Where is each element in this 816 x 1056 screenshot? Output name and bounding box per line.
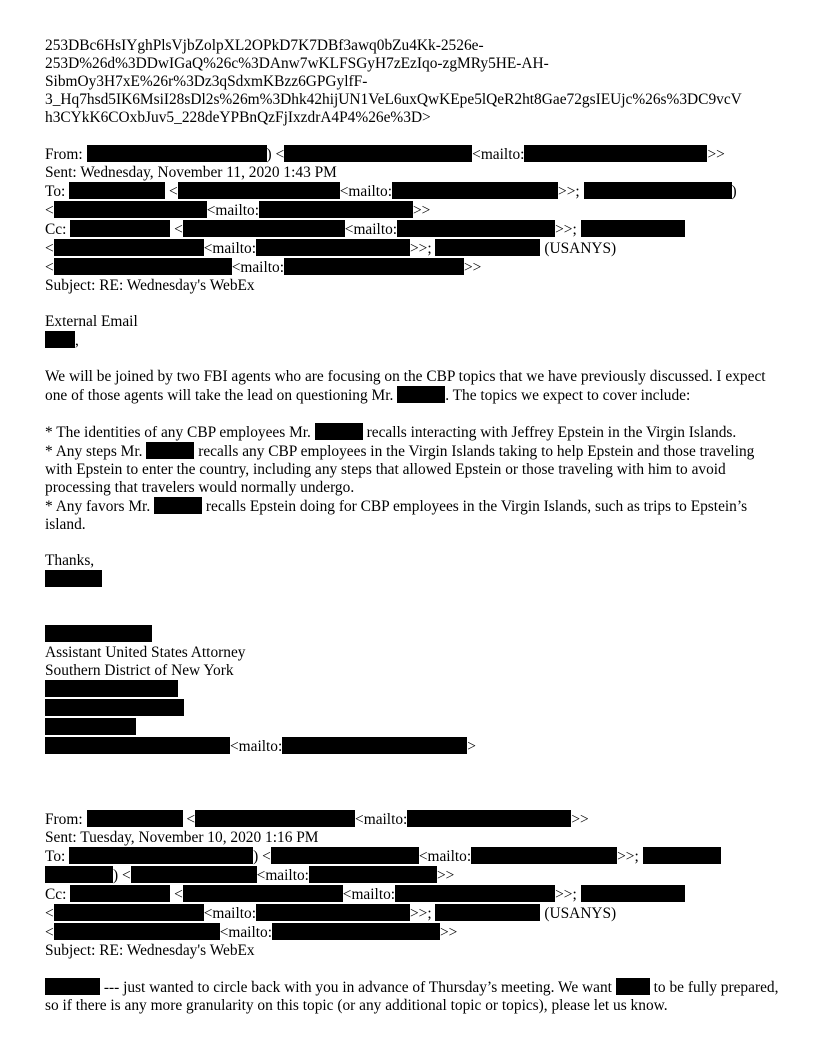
redaction — [584, 182, 732, 199]
redaction — [54, 258, 232, 275]
redaction — [259, 201, 413, 218]
closing: Thanks, — [45, 552, 95, 569]
redaction — [69, 847, 253, 864]
redaction — [271, 847, 419, 864]
redaction — [54, 201, 207, 218]
cc-line-cont-2: < <mailto: >> — [45, 924, 458, 941]
redaction — [45, 699, 184, 716]
redaction — [616, 978, 650, 995]
redaction — [45, 978, 100, 995]
from-line: From: < <mailto: >> — [45, 811, 589, 828]
email-2-header — [45, 810, 780, 960]
to-line: To: ) < <mailto: >>; — [45, 847, 780, 866]
redaction — [309, 866, 437, 883]
url-line-2: 253D%26d%3DDwIGaQ%26c%3DAnw7wKLFSGyH7zEzIqo-zgMRy5HE-AH- — [45, 55, 549, 72]
to-line-cont: ) < <mailto: >> — [45, 866, 780, 885]
url-line-1: 253DBc6HsIYghPlsVjbZolpXL2OPkD7K7DBf3awq0bZu4Kk-2526e- — [45, 37, 484, 54]
redaction — [315, 423, 363, 440]
cc-line-cont: < <mailto: >>; (USANYS) — [45, 240, 617, 257]
external-email-tag: External Email — [45, 313, 138, 330]
redaction — [70, 885, 170, 902]
redaction — [395, 885, 555, 902]
url-line-3: SibmOy3H7xE%26r%3Dz3qSdxmKBzz6GPGylfF- — [45, 73, 368, 90]
redaction — [54, 904, 204, 921]
cc-line: Cc: < <mailto: >>; — [45, 885, 780, 904]
redaction — [581, 885, 685, 902]
to-line-cont: < <mailto: >> — [45, 202, 431, 219]
redaction — [392, 182, 558, 199]
redaction — [45, 570, 102, 587]
subject-line: Subject: RE: Wednesday's WebEx — [45, 277, 255, 294]
redaction — [87, 810, 183, 827]
from-line: From: ) < <mailto: >> — [45, 146, 725, 163]
redaction — [407, 810, 571, 827]
redaction — [256, 904, 410, 921]
redaction — [471, 847, 617, 864]
redaction — [643, 847, 721, 864]
redaction — [178, 182, 340, 199]
redaction — [69, 182, 165, 199]
email-2-body: --- just wanted to circle back with you in advance of Thursday’s meeting. We want to be fully prepared, so if there is any more granularity on this topic (or any additional topic or topics), please let us know. — [45, 979, 779, 1014]
redaction — [70, 220, 170, 237]
sent-line: Sent: Tuesday, November 10, 2020 1:16 PM — [45, 829, 319, 846]
redaction — [397, 386, 445, 403]
url-line-4: 3_Hq7hsd5IK6MsiI28sDl2s%26m%3Dhk42hijUN1VeL6uxQwKEpe5lQeR2ht8Gae72gsIEUjc%26s%3DC9vcV — [45, 91, 742, 108]
redaction — [524, 145, 707, 162]
redaction — [54, 239, 204, 256]
salutation: , — [45, 331, 780, 350]
redaction — [87, 145, 267, 162]
redaction — [183, 220, 345, 237]
sig-title: Assistant United States Attorney — [45, 644, 246, 661]
cc-line: Cc: < <mailto: >>; — [45, 220, 780, 239]
redaction — [435, 239, 540, 256]
redaction — [131, 866, 257, 883]
sig-office: Southern District of New York — [45, 662, 234, 679]
redaction — [397, 220, 555, 237]
redaction — [45, 866, 113, 883]
redaction — [183, 885, 343, 902]
email-document — [45, 37, 780, 1015]
email-1-header — [45, 145, 780, 295]
url-line-5: h3CYkK6COxbJuv5_228deYPBnQzFjIxzdrA4P4%26e%3D> — [45, 109, 431, 126]
redaction — [45, 737, 230, 754]
redaction — [45, 331, 75, 348]
bullet-3: * Any favors Mr. recalls Epstein doing for CBP employees in the Virgin Islands, such as trips to Epstein’s island. — [45, 498, 748, 533]
redaction — [146, 442, 194, 459]
redaction — [435, 904, 540, 921]
redaction — [45, 680, 178, 697]
sig-email: <mailto: > — [45, 737, 780, 756]
cc-line-cont-2: < <mailto: >> — [45, 259, 482, 276]
closing-signature — [45, 570, 780, 589]
bullet-2: * Any steps Mr. recalls any CBP employees in the Virgin Islands taking to help Epstein and those traveling with Epstein to enter the country, including any steps that allowed Epstein or those traveling with him to avoid processing that travelers would normally undergo. — [45, 443, 755, 496]
redaction — [154, 497, 202, 514]
bullet-1: * The identities of any CBP employees Mr. recalls interacting with Jeffrey Epstein in the Virgin Islands. — [45, 424, 737, 441]
cc-line-cont: < <mailto: >>; (USANYS) — [45, 905, 617, 922]
redaction — [54, 923, 220, 940]
redaction — [45, 625, 152, 642]
body-paragraph-1: We will be joined by two FBI agents who are focusing on the CBP topics that we have previously discussed. I expect one of those agents will take the lead on questioning Mr. . The topics we expect to cover include: — [45, 368, 766, 404]
redaction — [284, 145, 472, 162]
subject-line: Subject: RE: Wednesday's WebEx — [45, 942, 255, 959]
redaction — [284, 258, 464, 275]
redaction — [282, 737, 467, 754]
to-line: To: < <mailto: >>; ) — [45, 183, 737, 200]
redaction — [272, 923, 440, 940]
redaction — [581, 220, 685, 237]
sent-line: Sent: Wednesday, November 11, 2020 1:43 PM — [45, 164, 337, 181]
url-fragment — [45, 37, 780, 127]
redaction — [45, 718, 136, 735]
redaction — [256, 239, 410, 256]
signature-block — [45, 625, 780, 756]
redaction — [195, 810, 355, 827]
